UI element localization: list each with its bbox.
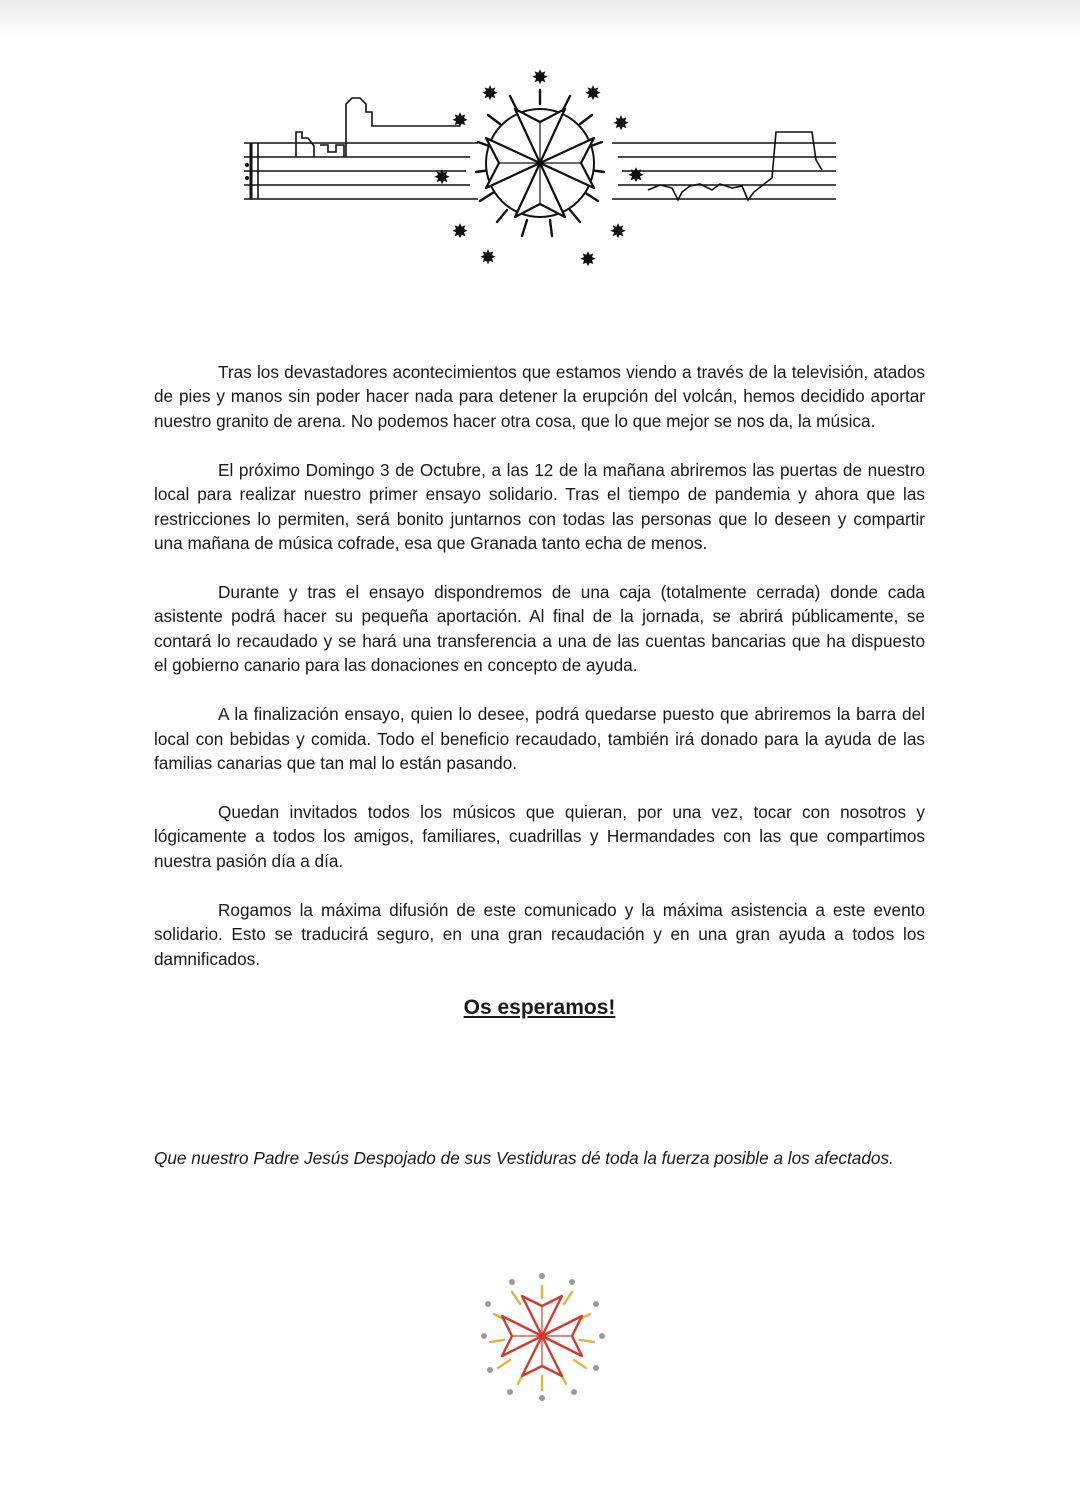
svg-text:✸: ✸ bbox=[481, 81, 499, 105]
paragraph-3: Durante y tras el ensayo dispondremos de una caja (totalmente cerrada) donde cada asistente podrá hacer su pequeña aportación. Al final de la jornada, se abrirá públicamente, se contará lo recaudado y se hará una transferencia a una de las cuentas bancarias que ha dispuesto el gobierno canario para las donaciones en concepto de ayuda. bbox=[154, 582, 925, 676]
paragraph-2: El próximo Domingo 3 de Octubre, a las 12 de la mañana abriremos las puertas de nuestro local para realizar nuestro primer ensayo solidario. Tras el tiempo de pandemia y ahora que las restricciones lo permiten, será bonito juntarnos con todas las personas que lo deseen y compartir una mañana de música cofrade, esa que Granada tanto echa de menos. bbox=[154, 459, 925, 554]
svg-text:✸: ✸ bbox=[579, 247, 597, 271]
svg-text:✸: ✸ bbox=[609, 219, 627, 243]
paragraph-1: Tras los devastadores acontecimientos que estamos viendo a través de la televisión, atados de pies y manos sin poder hacer nada para detener la erupción del volcán, hemos decidido aportar nuestro granito de arena. No podemos hacer otra cosa, que lo que mejor se nos da, la música. bbox=[154, 362, 925, 431]
svg-text:✸: ✸ bbox=[612, 111, 630, 135]
header-cross-staff-logo-icon bbox=[236, 64, 844, 274]
paragraph-5: Quedan invitados todos los músicos que quieran, por una vez, tocar con nosotros y lógicamente a todos los amigos, familiares, cuadrillas y Hermandades con las que compartimos nuestra pasión día a día. bbox=[154, 802, 925, 871]
svg-text:✸: ✸ bbox=[433, 165, 451, 189]
svg-text:✸: ✸ bbox=[451, 108, 469, 132]
letter-body bbox=[154, 360, 925, 1020]
top-shade bbox=[0, 0, 1080, 40]
svg-text:✸: ✸ bbox=[479, 245, 497, 269]
footer-maltese-cross-logo-icon bbox=[474, 1268, 610, 1404]
paragraph-6: Rogamos la máxima difusión de este comunicado y la máxima asistencia a este evento solidario. Esto se traducirá seguro, en una gran recaudación y en una gran ayuda a todos los damnificados. bbox=[154, 899, 925, 969]
closing-heading: Os esperamos! bbox=[463, 995, 616, 1019]
paragraph-4: A la finalización ensayo, quien lo desee, podrá quedarse puesto que abriremos la barra del local con bebidas y comida. Todo el beneficio recaudado, también irá donado para la ayuda de las familias canarias que tan mal lo están pasando. bbox=[154, 704, 925, 774]
svg-text:✸: ✸ bbox=[451, 219, 469, 243]
svg-text:✸: ✸ bbox=[584, 81, 602, 105]
dedication-line: Que nuestro Padre Jesús Despojado de sus Vestiduras dé toda la fuerza posible a los afectados. bbox=[154, 1148, 894, 1168]
svg-text:✸: ✸ bbox=[531, 65, 549, 89]
svg-text:✸: ✸ bbox=[627, 163, 645, 187]
